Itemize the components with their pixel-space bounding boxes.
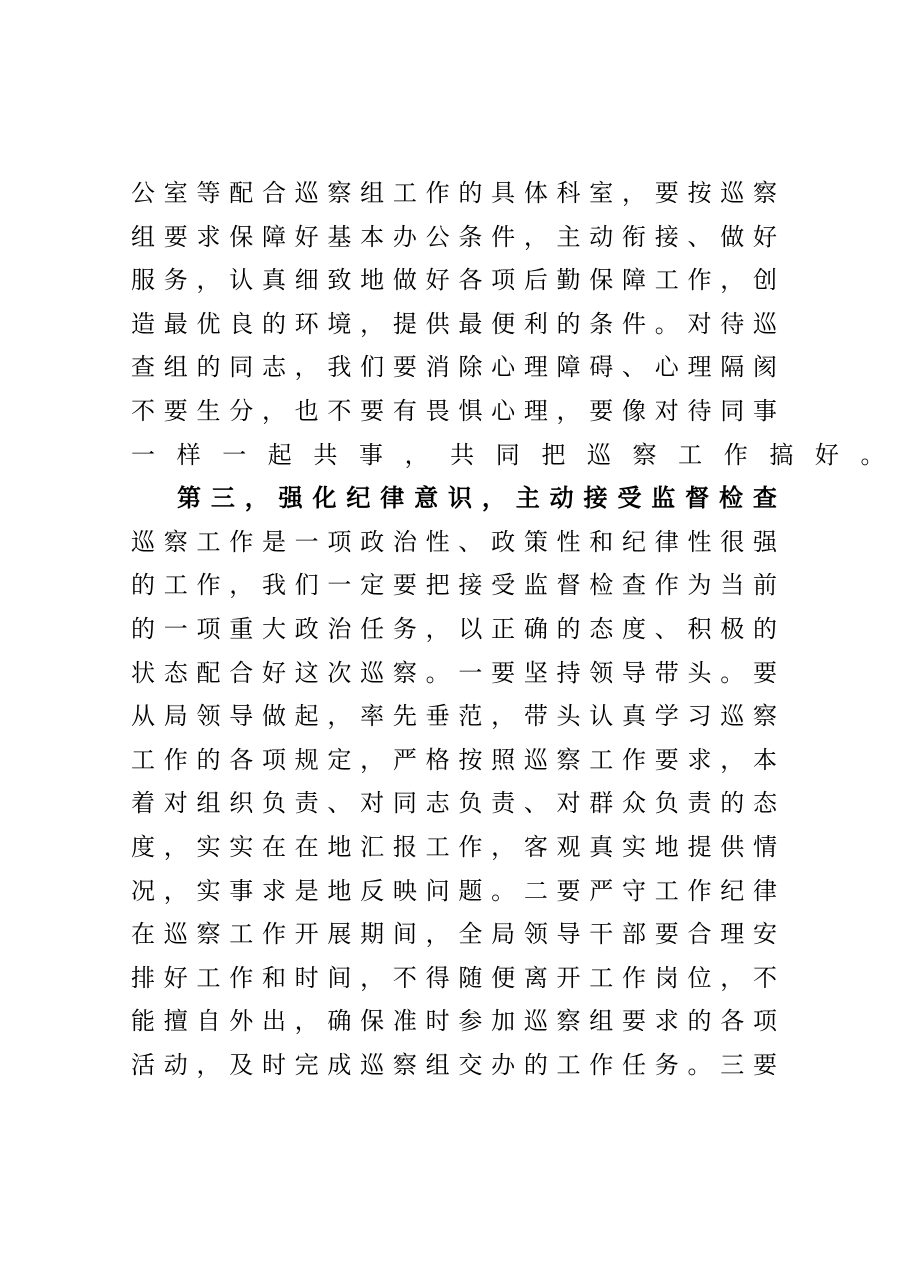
text-line: 度 ， 实 实 在 在 地 汇 报 工 作 ， 客 观 真 实 地 提 供 情	[131, 832, 777, 861]
text-line: 在 巡 察 工 作 开 展 期 间 ， 全 局 领 导 干 部 要 合 理 安	[131, 920, 777, 949]
text-line: 的 工 作 ， 我 们 一 定 要 把 接 受 监 督 检 查 作 为 当 前	[131, 571, 777, 600]
text-line: 巡 察 工 作 是 一 项 政 治 性 、 政 策 性 和 纪 律 性 很 强	[131, 527, 777, 556]
text-line: 着 对 组 织 负 责 、 对 同 志 负 责 、 对 群 众 负 责 的 态	[131, 789, 777, 818]
section-heading: 第 三 ， 强 化 纪 律 意 识 ， 主 动 接 受 监 督 检 查	[177, 484, 777, 513]
text-line: 造 最 优 良 的 环 境 ， 提 供 最 便 利 的 条 件 。 对 待 巡	[131, 309, 777, 338]
text-line: 活 动 ， 及 时 完 成 巡 察 组 交 办 的 工 作 任 务 。 三 要	[131, 1050, 777, 1079]
text-line: 服 务 ， 认 真 细 致 地 做 好 各 项 后 勤 保 障 工 作 ， 创	[131, 266, 777, 295]
body-text	[131, 172, 885, 1087]
text-line: 组 要 求 保 障 好 基 本 办 公 条 件 ， 主 动 衔 接 、 做 好	[131, 222, 777, 251]
text-line: 能 擅 自 外 出 ， 确 保 准 时 参 加 巡 察 组 要 求 的 各 项	[131, 1007, 777, 1036]
text-line: 从 局 领 导 做 起 ， 率 先 垂 范 ， 带 头 认 真 学 习 巡 察	[131, 702, 777, 731]
text-line: 的 一 项 重 大 政 治 任 务 ， 以 正 确 的 态 度 、 积 极 的	[131, 614, 777, 643]
text-line: 查 组 的 同 志 ， 我 们 要 消 除 心 理 障 碍 、 心 理 隔 阂	[131, 353, 777, 382]
text-line: 工 作 的 各 项 规 定 ， 严 格 按 照 巡 察 工 作 要 求 ， 本	[131, 745, 777, 774]
text-line: 状 态 配 合 好 这 次 巡 察 。 一 要 坚 持 领 导 带 头 。 要	[131, 658, 777, 687]
text-line: 公 室 等 配 合 巡 察 组 工 作 的 具 体 科 室 ， 要 按 巡 察	[131, 179, 777, 207]
text-line: 排 好 工 作 和 时 间 ， 不 得 随 便 离 开 工 作 岗 位 ， 不	[131, 963, 777, 992]
text-line: 况 ， 实 事 求 是 地 反 映 问 题 。 二 要 严 守 工 作 纪 律	[131, 876, 777, 905]
text-line: 不 要 生 分 ， 也 不 要 有 畏 惧 心 理 ， 要 像 对 待 同 事	[131, 396, 777, 425]
paragraph-end-line: 一 样 一 起 共 事 ， 共 同 把 巡 察 工 作 搞 好 。	[131, 440, 885, 469]
